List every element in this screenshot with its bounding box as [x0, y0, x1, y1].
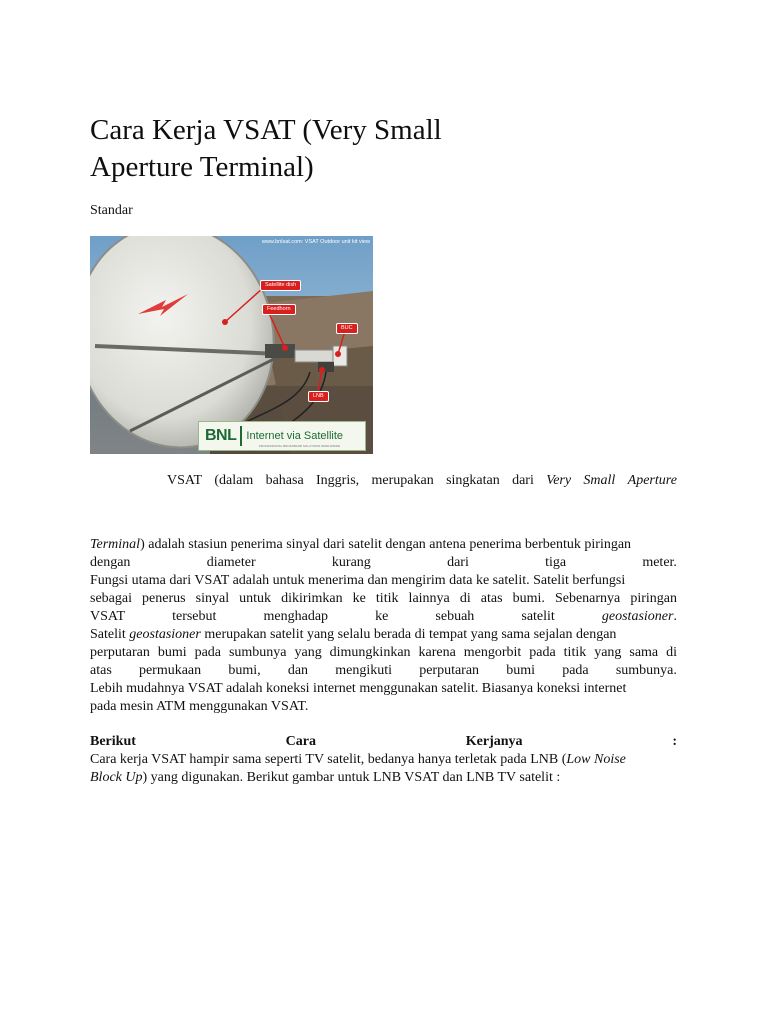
- title-line-1: Cara Kerja VSAT (Very Small: [90, 114, 442, 146]
- body-line-3: Fungsi utama dari VSAT adalah untuk menerima dan mengirim data ke satelit. Satelit berfungsi: [90, 573, 626, 588]
- body-line-6: Satelit geostasioner merupakan satelit yang selalu berada di tempat yang sama sejalan dengan: [90, 627, 617, 642]
- label-lnb: LNB: [308, 391, 329, 402]
- label-feedhorn: Feedhorn: [262, 304, 296, 315]
- body-line-7: perputaran bumi pada sumbunya yang dimungkinkan karena mengorbit pada titik yang sama di: [90, 645, 677, 660]
- body-line-10: pada mesin ATM menggunakan VSAT.: [90, 699, 309, 714]
- label-buc: BUC: [336, 323, 358, 334]
- title-line-2: Aperture Terminal): [90, 151, 314, 183]
- body-line-1: Terminal) adalah stasiun penerima sinyal dari satelit dengan antena penerima berbentuk piringan: [90, 537, 632, 552]
- page-title: [90, 112, 610, 186]
- section-heading: Berikut Cara Kerjanya :: [90, 734, 677, 749]
- body-paragraph: [90, 536, 677, 716]
- body-line-2: dengan diameter kurang dari tiga meter.: [90, 555, 677, 570]
- image-caption: www.bnlsat.com: VSAT Outdoor unit kit view: [261, 239, 370, 245]
- section-line-1: Cara kerja VSAT hampir sama seperti TV satelit, bedanya hanya terletak pada LNB (Low Noise: [90, 752, 626, 767]
- bnl-logo: [198, 421, 366, 451]
- logo-divider: [240, 426, 242, 446]
- intro-line: VSAT (dalam bahasa Inggris, merupakan singkatan dari Very Small Aperture: [167, 473, 677, 488]
- section-how-it-works: [90, 733, 677, 787]
- post-category: Standar: [90, 203, 133, 218]
- section-line-2: Block Up) yang digunakan. Berikut gambar untuk LNB VSAT dan LNB TV satelit :: [90, 770, 561, 785]
- body-line-8: atas permukaan bumi, dan mengikuti perputaran bumi pada sumbunya.: [90, 663, 677, 678]
- logo-text: Internet via Satellite: [246, 430, 344, 442]
- logo-subtext: PROFESSIONAL BROADBAND SOLUTIONS WORLDWIDE: [259, 444, 341, 448]
- label-satellite-dish: Satellite dish: [260, 280, 301, 291]
- intro-paragraph: [167, 472, 677, 490]
- body-line-5: VSAT tersebut menghadap ke sebuah satelit geostasioner.: [90, 609, 677, 624]
- vsat-photo: [90, 236, 373, 454]
- body-line-9: Lebih mudahnya VSAT adalah koneksi internet menggunakan satelit. Biasanya koneksi internet: [90, 681, 627, 696]
- body-line-4: sebagai penerus sinyal untuk dikirimkan ke titik lainnya di atas bumi. Sebenarnya piringan: [90, 591, 677, 606]
- logo-brand: BNL: [205, 427, 237, 444]
